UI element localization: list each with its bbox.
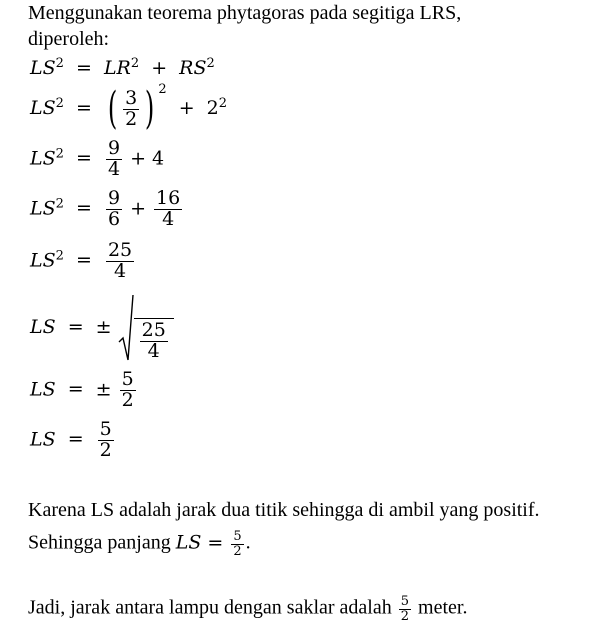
ls-var: LS bbox=[30, 57, 56, 79]
parenthesized-fraction: ( $\frac{3}{2}$ ) bbox=[107, 83, 155, 134]
equation-step-4: $LS^2$ = $\frac{9}{6}$ + $\frac{16}{4}$ bbox=[30, 187, 181, 230]
fraction: $\frac{25}{4}$ bbox=[141, 319, 166, 363]
intro-line-2: diperoleh: bbox=[28, 28, 110, 50]
fraction: $\frac{9}{6}$ bbox=[107, 187, 121, 230]
fraction: $\frac{5}{2}$ bbox=[400, 594, 410, 624]
intro-line-1: Menggunakan teorema phytagoras pada segitiga LRS, bbox=[28, 2, 462, 24]
conclusion-line-3: Jadi, jarak antara lampu dengan saklar adalah $\frac{5}{2}$ meter. bbox=[28, 594, 468, 624]
equation-step-6: LS = ± $\frac{25}{4}$ bbox=[30, 294, 174, 362]
fraction: $\frac{25}{4}$ bbox=[107, 239, 133, 282]
square-root bbox=[118, 294, 174, 362]
fraction: $\frac{5}{2}$ bbox=[99, 418, 112, 461]
equation-step-2: $LS^2$ = ( $\frac{3}{2}$ ) $^2 + 2^2$ bbox=[30, 82, 228, 134]
equation-step-8: LS = $\frac{5}{2}$ bbox=[30, 418, 112, 461]
fraction: $\frac{5}{2}$ bbox=[121, 368, 134, 411]
equation-step-5: $LS^2$ = $\frac{25}{4}$ bbox=[30, 239, 133, 282]
fraction: $\frac{5}{2}$ bbox=[233, 529, 242, 559]
radical-sign-icon bbox=[118, 294, 134, 362]
equation-step-1: $LS^2 = LR^2 + RS^2$ bbox=[30, 55, 215, 79]
fraction: $\frac{9}{4}$ bbox=[107, 137, 121, 180]
equation-step-3: $LS^2$ = $\frac{9}{4}$ + 4 bbox=[30, 137, 165, 180]
fraction: $\frac{16}{4}$ bbox=[156, 187, 181, 230]
conclusion-line-2: Sehingga panjang LS = $\frac{5}{2}$ . bbox=[28, 529, 251, 559]
conclusion-line-1: Karena LS adalah jarak dua titik sehingga di ambil yang positif. bbox=[28, 499, 540, 521]
equation-step-7: LS = ± $\frac{5}{2}$ bbox=[30, 368, 134, 411]
fraction: $\frac{3}{2}$ bbox=[125, 86, 138, 130]
